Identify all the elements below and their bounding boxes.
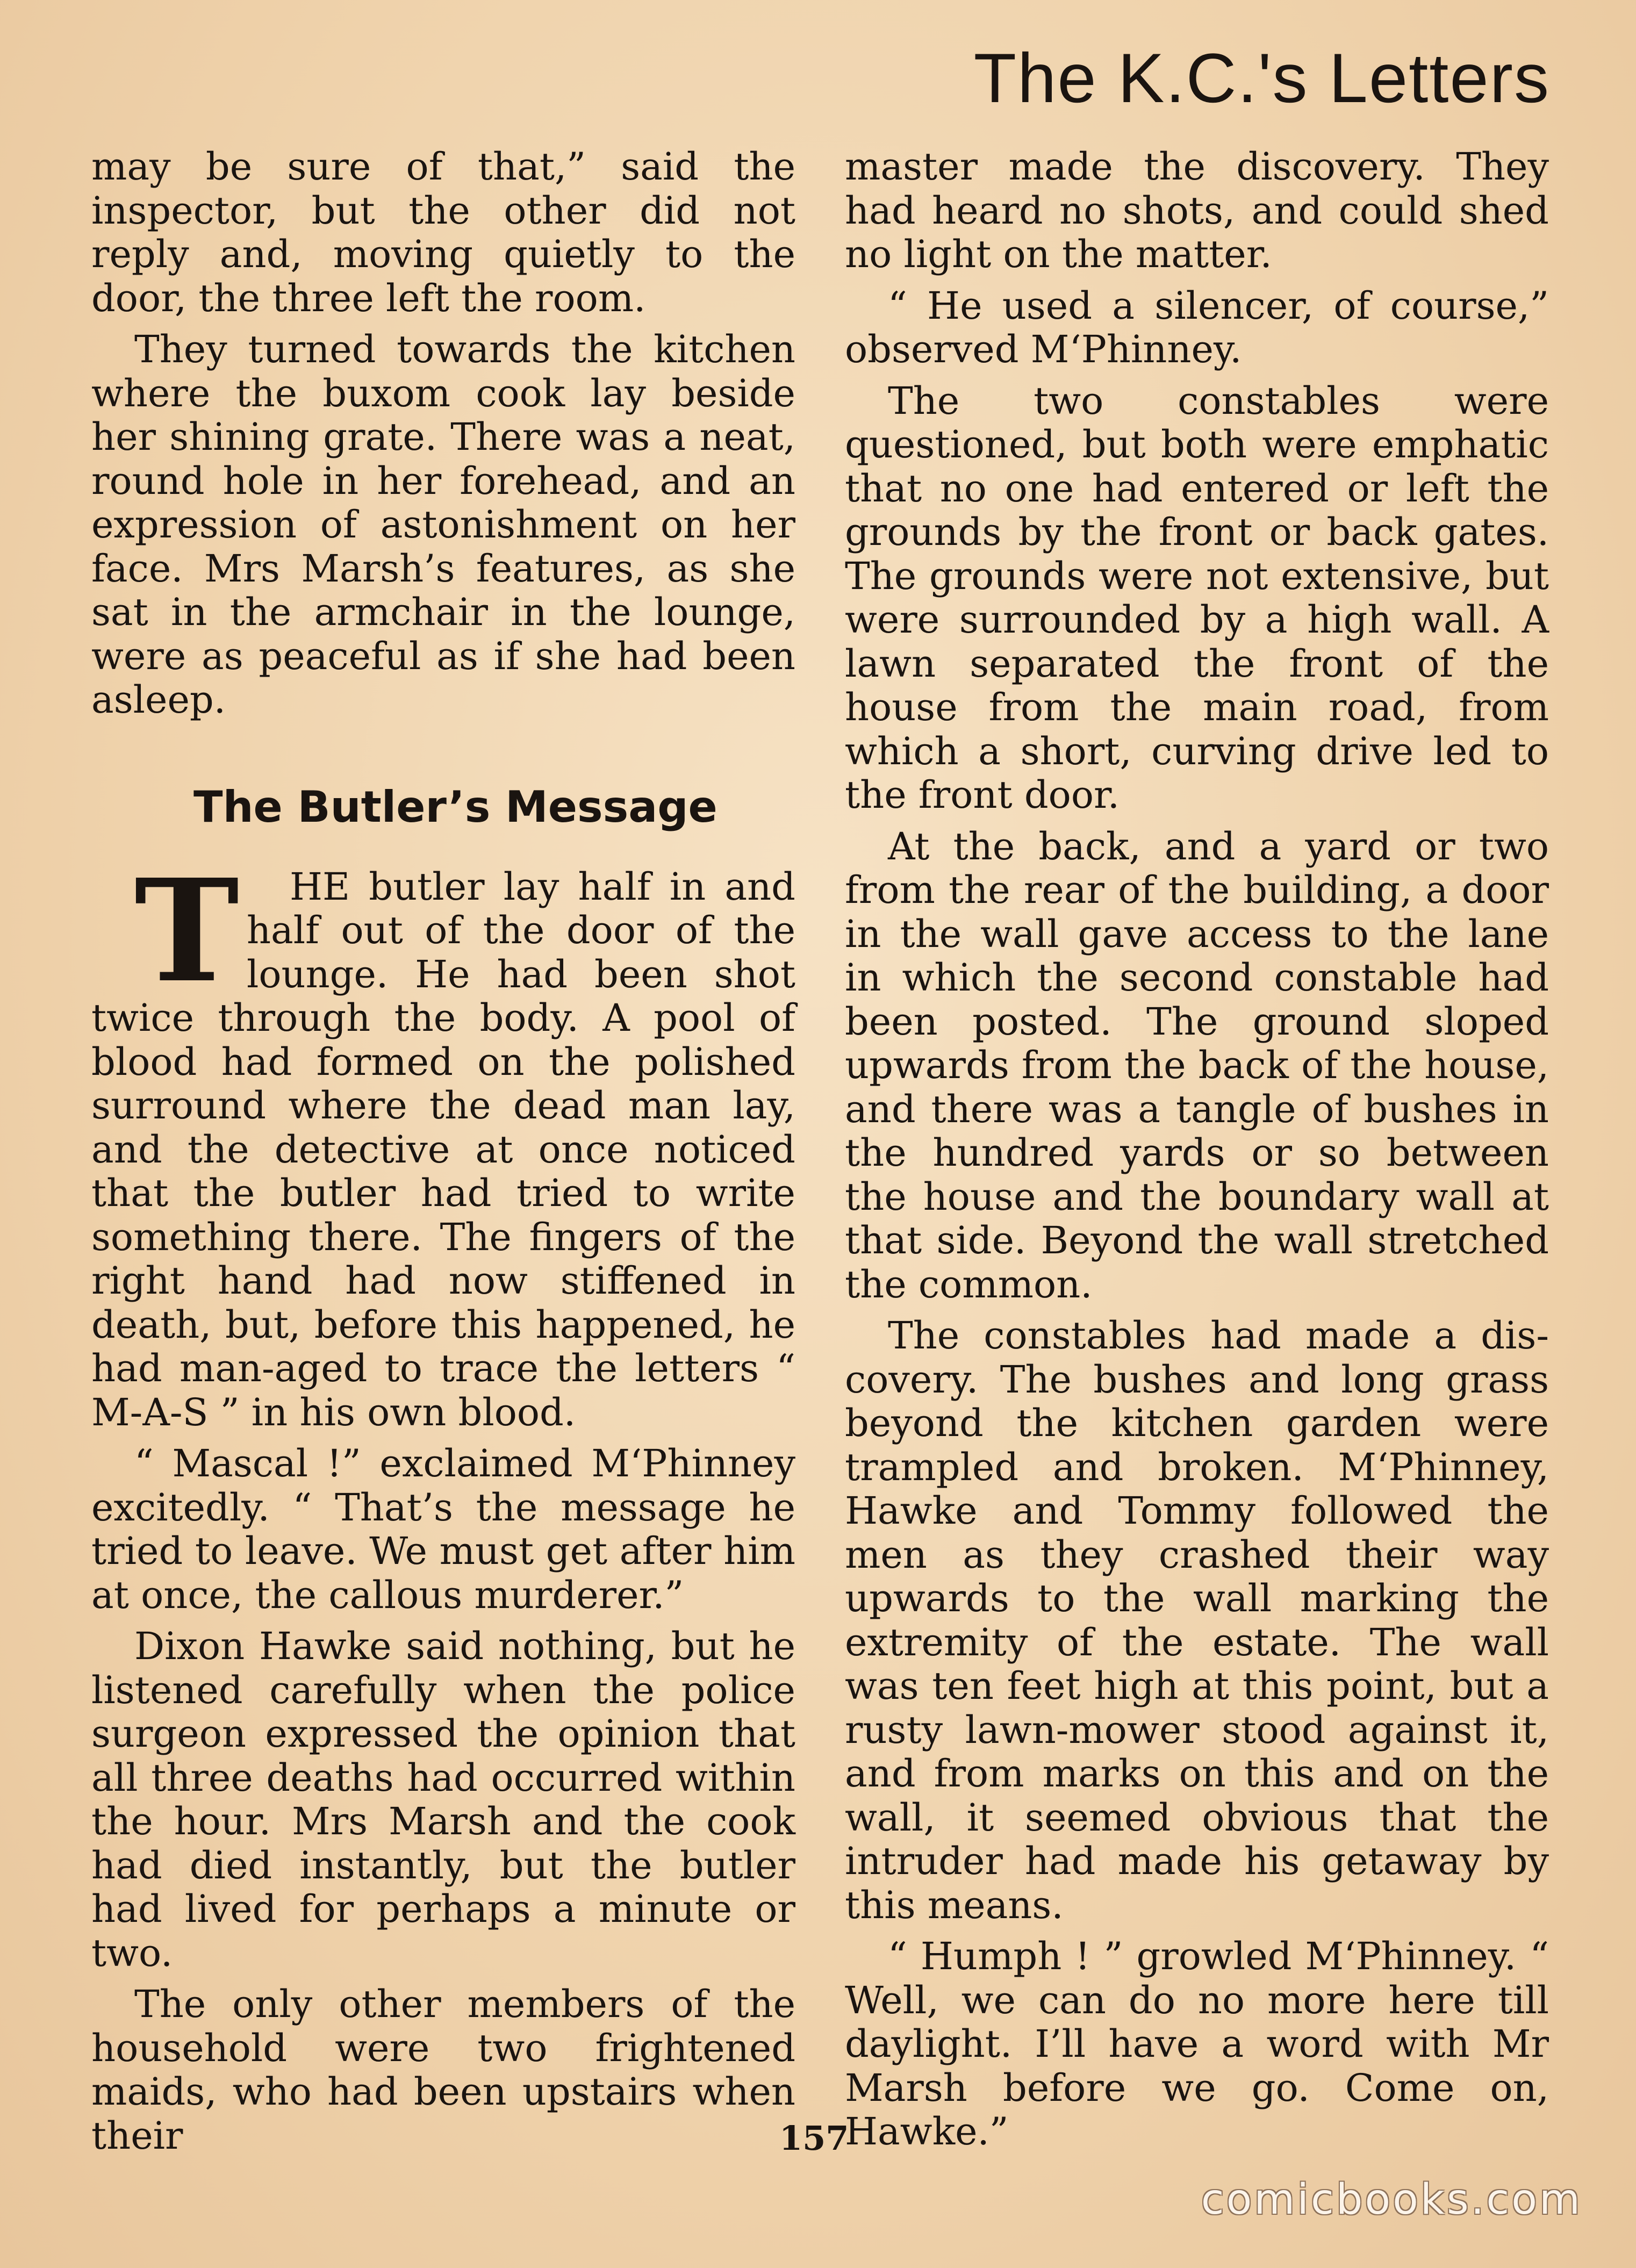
paragraph-text: HE butler lay half in and half out of the door of the lounge. He had been shot twice through the body. A pool of blood had formed on the polished surround where the dead man lay, and the detective at once noticed that the butler had tried to write something there. The fingers of the right hand had now stiffened in death, but, before this happened, he had man-aged to trace the letters “ M-A-S ” in his own blood. [91, 864, 795, 1434]
paragraph: “ Mascal !” exclaimed M‘Phinney excitedly. “ That’s the message he tried to leave. We must get after him at once, the callous murderer.” [91, 1441, 795, 1617]
paragraph: may be sure of that,” said the inspector, but the other did not reply and, moving quietly to the door, the three left the room. [91, 145, 795, 320]
left-column [91, 145, 795, 2165]
watermark: comicbooks.com [1201, 2176, 1582, 2224]
page-number: 157 [779, 2119, 849, 2158]
drop-cap-paragraph [91, 848, 795, 1435]
paragraph: “ Humph ! ” growled M‘Phinney. “ Well, we can do no more here till daylight. I’ll have a word with Mr Marsh before we go. Come on, Hawke.” [845, 1934, 1549, 2154]
right-column [845, 145, 1549, 2162]
paragraph: The two constables were questioned, but both were emphatic that no one had entered or left the grounds by the front or back gates. The grounds were not extensive, but were surrounded by a high wall. A lawn separated the front of the house from the main road, from which a short, curving drive led to the front door. [845, 378, 1549, 817]
paragraph: “ He used a silencer, of course,” observed M‘Phinney. [845, 283, 1549, 371]
running-header: The K.C.'s Letters [973, 39, 1550, 117]
paragraph: The constables had made a dis-covery. The bushes and long grass beyond the kitchen garden were trampled and broken. M‘Phinney, Hawke and Tommy followed the men as they crashed their way upwards to the wall marking the extremity of the estate. The wall was ten feet high at this point, but a rusty lawn-mower stood against it, and from marks on this and on the wall, it seemed obvious that the intruder had made his getaway by this means. [845, 1314, 1549, 1927]
paragraph: Dixon Hawke said nothing, but he listened carefully when the police surgeon expressed the opinion that all three deaths had occurred within the hour. Mrs Marsh and the cook had died instantly, but the butler had lived for perhaps a minute or two. [91, 1624, 795, 1975]
paragraph: master made the discovery. They had heard no shots, and could shed no light on the matter. [845, 145, 1549, 276]
paragraph: They turned towards the kitchen where the buxom cook lay beside her shining grate. There was a neat, round hole in her forehead, and an expression of astonishment on her face. Mrs Marsh’s features, as she sat in the armchair in the lounge, were as peaceful as if she had been asleep. [91, 327, 795, 722]
paragraph: At the back, and a yard or two from the rear of the building, a door in the wall gave access to the lane in which the second constable had been posted. The ground sloped upwards from the back of the house, and there was a tangle of bushes in the hundred yards or so between the house and the boundary wall at that side. Beyond the wall stretched the common. [845, 824, 1549, 1307]
paragraph: The only other members of the household were two frightened maids, who had been upstairs when their [91, 1982, 795, 2158]
section-heading: The Butler’s Message [193, 781, 717, 832]
drop-cap: T [134, 848, 239, 1014]
